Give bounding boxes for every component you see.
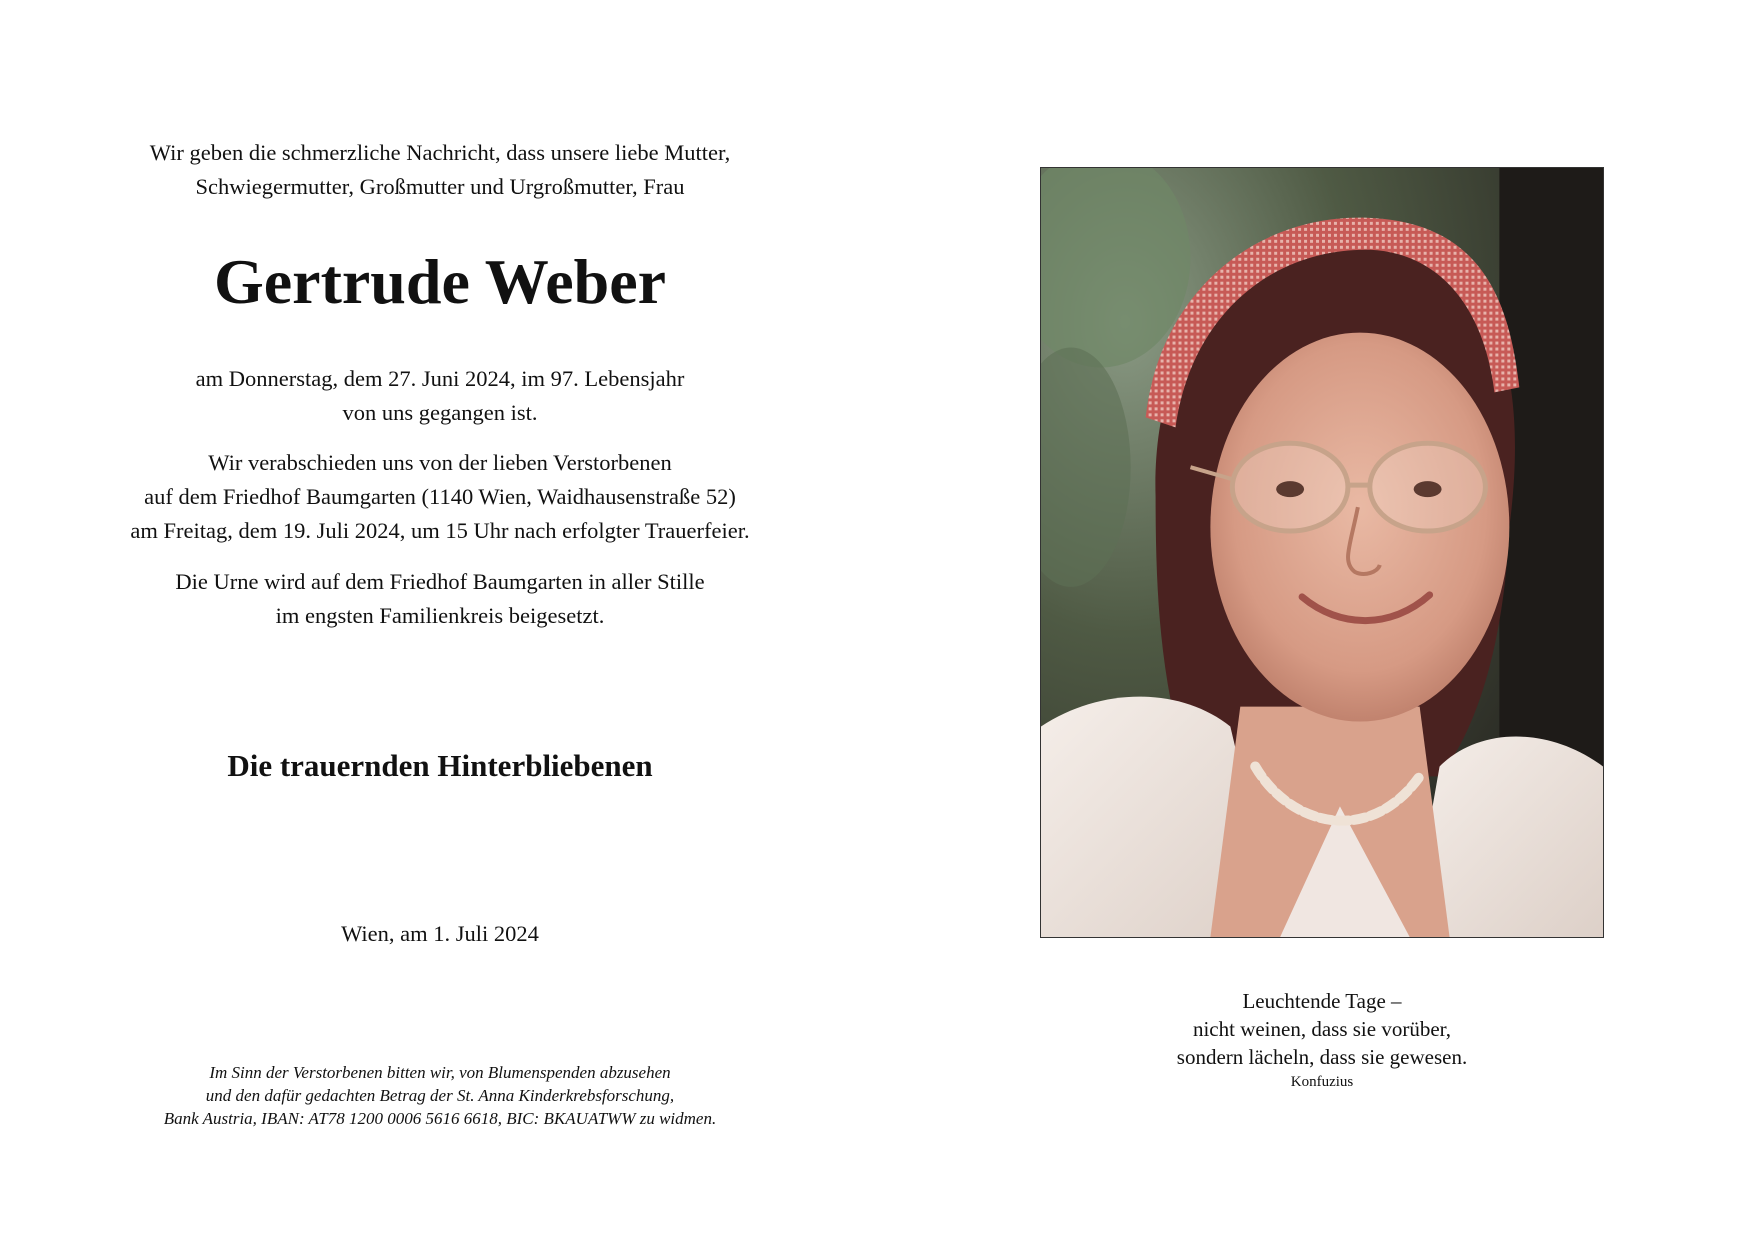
donation-line: und den dafür gedachten Betrag der St. Anna Kinderkrebsforschung,: [205, 1086, 675, 1105]
donation-line: Bank Austria, IBAN: AT78 1200 0006 5616 6618, BIC: BKAUATWW zu widmen.: [163, 1109, 717, 1128]
quote-block: [1040, 987, 1604, 1093]
farewell-line: Wir verabschieden uns von der lieben Verstorbenen: [208, 450, 672, 475]
farewell-paragraph: [60, 446, 820, 548]
deceased-name: Gertrude Weber: [213, 246, 667, 317]
intro-line: Schwiegermutter, Großmutter und Urgroßmutter, Frau: [195, 174, 685, 199]
intro-line: Wir geben die schmerzliche Nachricht, dass unsere liebe Mutter,: [149, 140, 731, 165]
death-paragraph: [60, 362, 820, 430]
donation-note: [60, 1061, 820, 1130]
intro-paragraph: [60, 136, 820, 204]
farewell-line: auf dem Friedhof Baumgarten (1140 Wien, Waidhausenstraße 52): [144, 484, 736, 509]
notice-text-column: [60, 0, 820, 1240]
urn-line: Die Urne wird auf dem Friedhof Baumgarten in aller Stille: [175, 569, 705, 594]
quote-line: nicht weinen, dass sie vorüber,: [1192, 1017, 1452, 1041]
place-date: Wien, am 1. Juli 2024: [341, 921, 539, 946]
portrait-illustration: [1041, 168, 1603, 937]
urn-line: im engsten Familienkreis beigesetzt.: [275, 603, 605, 628]
death-line: am Donnerstag, dem 27. Juni 2024, im 97. Lebensjahr: [195, 366, 685, 391]
farewell-line: am Freitag, dem 19. Juli 2024, um 15 Uhr nach erfolgter Trauerfeier.: [130, 518, 750, 543]
urn-paragraph: [60, 565, 820, 633]
quote-line: Leuchtende Tage –: [1242, 989, 1402, 1013]
mourners-heading: Die trauernden Hinterbliebenen: [227, 748, 653, 783]
donation-line: Im Sinn der Verstorbenen bitten wir, von Blumenspenden abzusehen: [209, 1063, 671, 1082]
portrait-photo: [1040, 167, 1604, 938]
quote-author: Konfuzius: [1290, 1074, 1354, 1090]
quote-line: sondern lächeln, dass sie gewesen.: [1176, 1045, 1468, 1069]
death-line: von uns gegangen ist.: [342, 400, 538, 425]
